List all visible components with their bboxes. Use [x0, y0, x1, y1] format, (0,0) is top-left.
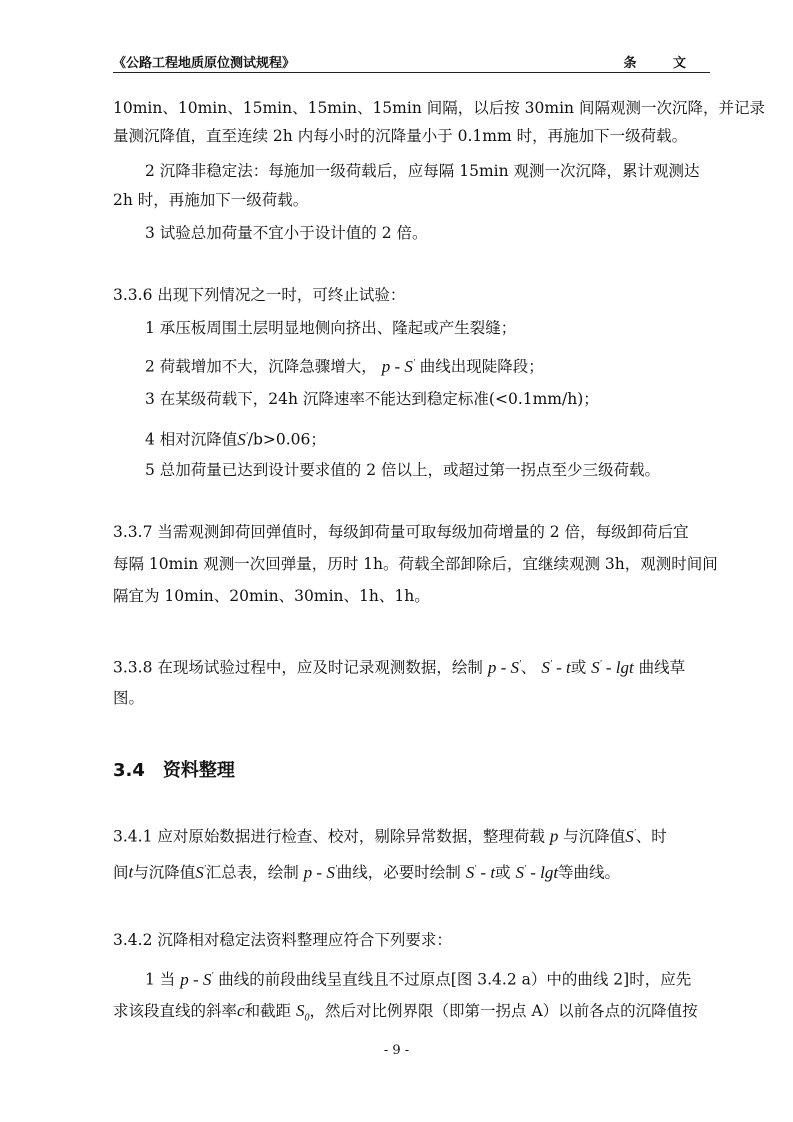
prime: ' — [474, 863, 477, 873]
list-item — [145, 425, 326, 450]
formula-p-s — [488, 658, 521, 677]
math: S — [296, 1001, 305, 1020]
clause-3-4-1 — [113, 822, 667, 847]
formula-s-t — [466, 863, 495, 882]
clause-3-3-7: 3.3.7 当需观测卸荷回弹值时，每级卸荷量可取每级加荷增量的 2 倍，每级卸荷后宜 — [113, 523, 689, 541]
math: S — [465, 862, 475, 882]
math: S — [541, 657, 550, 677]
formula-p-s — [304, 863, 337, 882]
math: S — [237, 429, 246, 449]
paragraph-line: 每隔 10min 观测一次回弹量，历时 1h。荷载全部卸除后，宜继续观测 3h，观测时间间 — [113, 555, 718, 573]
list-item — [145, 965, 691, 990]
page-header — [113, 52, 710, 73]
section-number: 3.4 — [113, 760, 145, 781]
paragraph-line: 图。 — [113, 689, 145, 707]
text-span: 或 — [495, 863, 511, 882]
text-span: 4 相对沉降值 — [145, 430, 238, 449]
text-span: 和截距 — [244, 1002, 292, 1020]
list-item — [145, 352, 544, 377]
math: - lgt — [601, 657, 634, 677]
prime: ' — [211, 970, 214, 980]
list-item: 3 试验总加荷量不宜小于设计值的 2 倍。 — [145, 224, 428, 242]
paragraph-line: 量测沉降值，直至连续 2h 内每小时的沉降量小于 0.1mm 时，再施加下一级荷载。 — [113, 127, 688, 145]
math: S — [515, 862, 524, 882]
text-span: 1 当 — [145, 970, 176, 989]
section-title: 资料整理 — [162, 760, 235, 781]
math: S — [195, 862, 204, 882]
clause-3-4-2-heading: 3.4.2 沉降相对稳定法资料整理应符合下列要求： — [113, 931, 452, 949]
page-number: - 9 - — [383, 1043, 410, 1058]
text-span: 曲线，必要时绘制 — [336, 863, 461, 882]
text-span: 曲线的前段曲线呈直线且不过原点[图 3.4.2 a）中的曲线 2]时，应先 — [218, 970, 692, 989]
prime: ' — [518, 658, 521, 668]
math: t — [128, 862, 134, 882]
clause-3-3-8 — [113, 653, 685, 678]
list-item: 2 沉降非稳定法：每施加一级荷载后，应每隔 15min 观测一次沉降，累计观测达 — [145, 162, 700, 180]
formula-p-s — [180, 970, 213, 989]
formula-s — [237, 430, 247, 449]
paragraph-line: 隔宜为 10min、20min、30min、1h、1h。 — [113, 587, 430, 605]
text-span: 曲线出现陡降段； — [419, 357, 544, 376]
text-span: 曲线草 — [638, 658, 686, 677]
list-item: 3 在某级荷载下，24h 沉降速率不能达到稳定标准(<0.1mm/h)； — [145, 390, 599, 408]
prime: ' — [549, 658, 552, 668]
prime: ' — [633, 827, 636, 837]
math: - t — [476, 862, 496, 882]
prime: ' — [524, 863, 526, 873]
text-span: ，然后对比例界限（即第一拐点 A）以前各点的沉降值按 — [309, 1002, 698, 1020]
math: S — [625, 826, 634, 846]
math: - t — [551, 657, 571, 677]
math: c — [237, 1001, 245, 1020]
formula-s-lgt — [516, 863, 559, 882]
section-label: 条 文 — [623, 56, 702, 71]
prime: ' — [334, 863, 337, 873]
formula-s — [625, 827, 635, 846]
prime: ' — [599, 658, 602, 668]
math: S — [591, 657, 600, 677]
math: p - S — [180, 969, 212, 989]
text-span: 2 荷载增加不大，沉降急骤增大， — [145, 357, 377, 376]
subscript: 0 — [304, 1012, 310, 1024]
book-title: 《公路工程地质原位测试规程》 — [113, 56, 296, 71]
paragraph-line: 2h 时，再施加下一级荷载。 — [113, 191, 309, 209]
text-span: 等曲线。 — [558, 863, 621, 882]
math: p — [549, 826, 559, 846]
formula-s-lgt — [591, 658, 634, 677]
text-span: 3.3.8 在现场试验过程中，应及时记录观测数据，绘制 — [113, 658, 483, 677]
clause-3-3-6-heading: 3.3.6 出现下列情况之一时，可终止试验： — [113, 286, 406, 304]
text-span: 3.4.1 应对原始数据进行检查、校对，剔除异常数据，整理荷载 — [113, 827, 545, 846]
list-item: 1 承压板周围土层明显地侧向挤出、隆起或产生裂缝； — [145, 319, 517, 337]
formula-s0 — [296, 1001, 310, 1024]
text-span: /b>0.06； — [247, 430, 326, 449]
formula-s-t — [541, 658, 570, 677]
text-span: 求该段直线的斜率 — [113, 1002, 238, 1020]
math: p - S — [303, 862, 335, 882]
text-span: 汇总表，绘制 — [205, 863, 299, 882]
prime: ' — [245, 430, 248, 440]
section-heading — [113, 756, 235, 782]
paragraph-line — [113, 858, 620, 883]
prime: ' — [412, 357, 415, 367]
text-span: 、时 — [635, 827, 667, 846]
math: p - S — [487, 657, 519, 677]
math: p - S — [381, 356, 413, 376]
prime: ' — [203, 863, 206, 873]
math: - lgt — [525, 862, 559, 882]
formula-p-s — [382, 357, 415, 376]
list-item: 5 总加荷量已达到设计要求值的 2 倍以上，或超过第一拐点至少三级荷载。 — [145, 461, 661, 479]
text-span: 、 — [520, 658, 537, 677]
paragraph-line: 10min、10min、15min、15min、15min 间隔，以后按 30min 间隔观测一次沉降，并记录 — [113, 99, 765, 117]
text-span: 间 — [113, 863, 129, 882]
text-span: 与沉降值 — [563, 827, 626, 846]
formula-s — [195, 863, 205, 882]
paragraph-line — [113, 1001, 698, 1028]
text-span: 与沉降值 — [133, 863, 196, 882]
text-span: 或 — [570, 658, 587, 677]
